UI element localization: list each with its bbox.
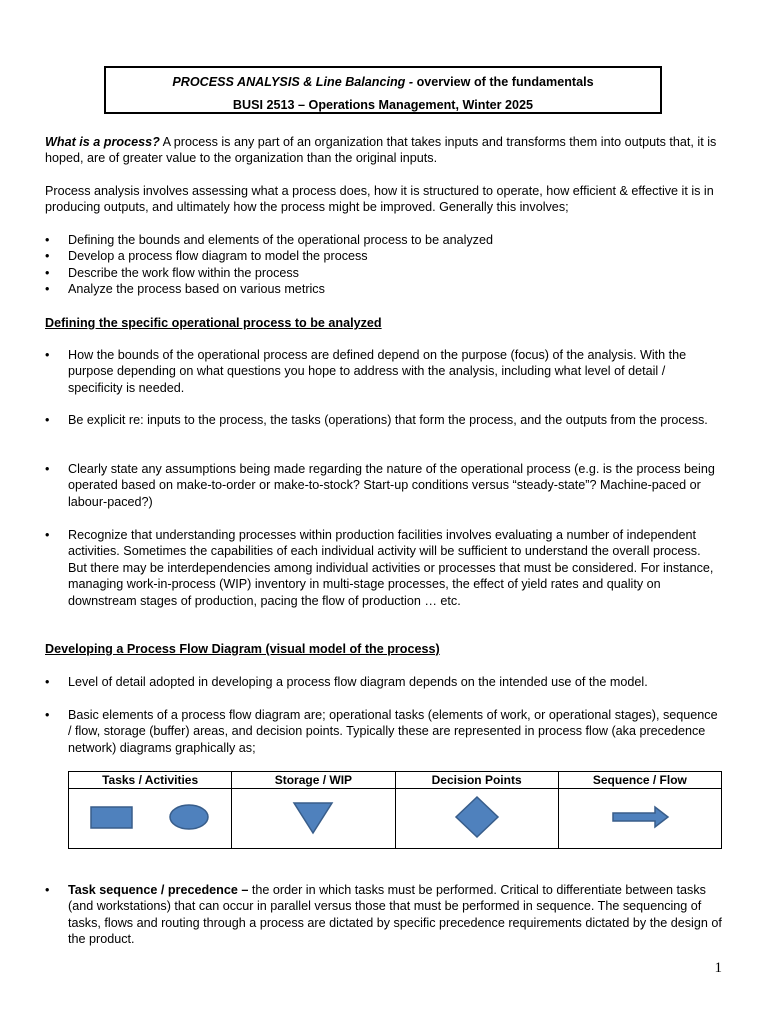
header-tasks: Tasks / Activities [69, 772, 232, 789]
section-heading-defining: Defining the specific operational process to be analyzed [45, 316, 382, 330]
flow-symbols-table [68, 771, 722, 849]
storage-symbol [283, 797, 343, 837]
task-sequence-text: the order in which tasks must be performed. Critical to differentiate between tasks (and workstations) that can occur in parallel versus those that must be performed in sequence. The sequencing of tasks, flows and routing through a process are dictated by specific precedence requirements dictated by the design of the product. [68, 883, 722, 947]
table-row [69, 789, 722, 849]
list-item: How the bounds of the operational process are defined depend on the purpose (focus) of the analysis. With the purpose depending on what questions you hope to address with the analysis, including what level of detail / specificity is needed. [68, 348, 687, 395]
list-item: Basic elements of a process flow diagram are; operational tasks (elements of work, or operational stages), sequence / flow, storage (buffer) areas, and decision points. Typically these are represented in process flow (aka precedence network) diagrams graphically as; [68, 708, 718, 755]
bullet: • [45, 528, 50, 542]
list-item: Be explicit re: inputs to the process, the tasks (operations) that form the process, and the outputs from the process. [68, 413, 708, 427]
list-item: Develop a process flow diagram to model the process [68, 249, 368, 263]
bullet: • [45, 348, 50, 362]
bullet: • [45, 266, 50, 280]
bullet: • [45, 883, 50, 897]
analysis-paragraph: Process analysis involves assessing what a process does, how it is structured to operate, how efficient & effective it is in producing outputs, and ultimately how the process might be improved. Generally this involves; [45, 184, 714, 215]
sequence-symbol [600, 802, 680, 832]
title-italic: PROCESS ANALYSIS & Line Balancing - [172, 75, 414, 89]
list-item: Defining the bounds and elements of the operational process to be analyzed [68, 233, 493, 247]
bullet: • [45, 233, 50, 247]
bullet: • [45, 282, 50, 296]
cell-storage [232, 789, 395, 849]
header-decision: Decision Points [395, 772, 558, 789]
bullet: • [45, 675, 50, 689]
bullet: • [45, 249, 50, 263]
list-item: Clearly state any assumptions being made regarding the nature of the operational process (e.g. is the process being operated based on make-to-order or make-to-stock? Start-up conditions versus “steady-state”? Machine-paced or labour-paced?) [68, 462, 715, 509]
diamond-icon [456, 797, 498, 837]
task-sequence-item [68, 882, 722, 948]
cell-sequence [558, 789, 721, 849]
list-item: Level of detail adopted in developing a process flow diagram depends on the intended use of the model. [68, 675, 648, 689]
intro-lead: What is a process? [45, 135, 160, 149]
triangle-icon [294, 803, 332, 833]
section-heading-flow-diagram: Developing a Process Flow Diagram (visual model of the process) [45, 642, 440, 656]
table-header-row [69, 772, 722, 789]
cell-tasks [69, 789, 232, 849]
title-box [104, 66, 662, 114]
title-rest: overview of the fundamentals [413, 75, 594, 89]
list-item: Describe the work flow within the process [68, 266, 299, 280]
header-storage: Storage / WIP [232, 772, 395, 789]
arrow-icon [613, 807, 668, 827]
rectangle-icon [91, 807, 132, 828]
tasks-symbols [70, 797, 230, 837]
intro-text: A process is any part of an organization that takes inputs and transforms them into outputs that, it is hoped, are of greater value to the organization than the original inputs. [45, 135, 717, 166]
page-number: 1 [714, 960, 722, 976]
header-sequence: Sequence / Flow [558, 772, 721, 789]
bullet: • [45, 708, 50, 722]
document-title [106, 75, 660, 89]
intro-paragraph [45, 134, 725, 167]
list-item: Analyze the process based on various metrics [68, 282, 325, 296]
bullet: • [45, 413, 50, 427]
cell-decision [395, 789, 558, 849]
oval-icon [170, 805, 208, 829]
bullet: • [45, 462, 50, 476]
task-sequence-lead: Task sequence / precedence – [68, 883, 249, 897]
decision-symbol [447, 794, 507, 840]
list-item: Recognize that understanding processes within production facilities involves evaluating a number of independent activities. Sometimes the capabilities of each individual activity will be sufficient to understand the overall process. But there may be interdependencies among individual activities or processes that must be considered. For instance, managing work-in-process (WIP) inventory in multi-stage processes, the effect of yield rates and quality on downstream stages of production, pacing the flow of production … etc. [68, 528, 714, 608]
course-title: BUSI 2513 – Operations Management, Winter 2025 [232, 98, 534, 112]
